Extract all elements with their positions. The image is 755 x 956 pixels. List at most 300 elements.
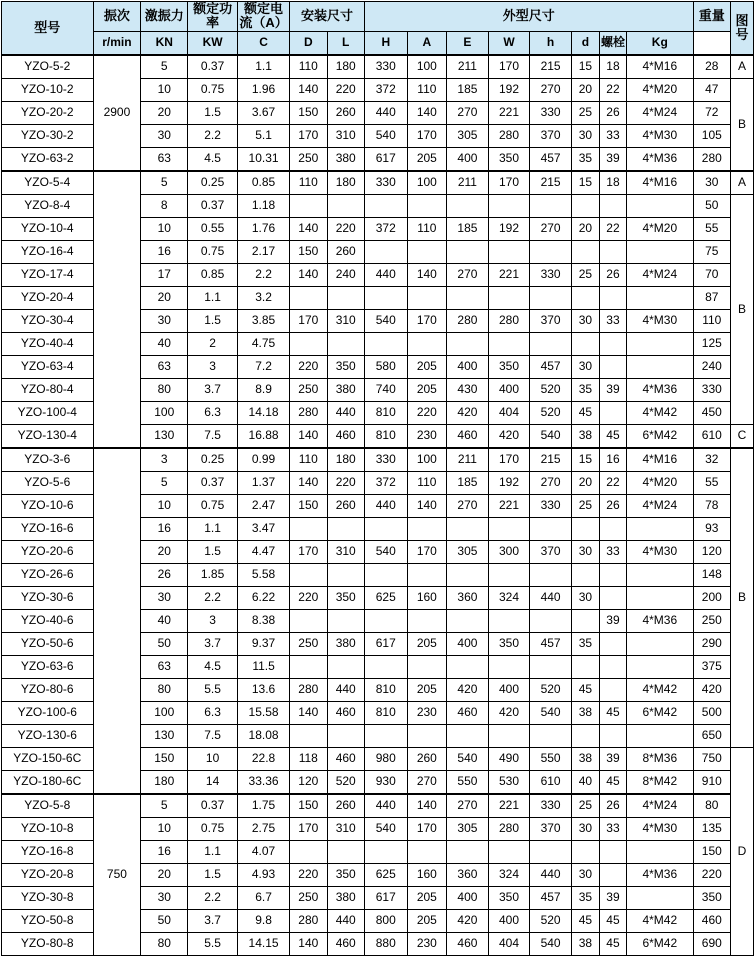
cell-e: 280 [488, 817, 530, 840]
cell-c: 150 [290, 240, 327, 263]
cell-rated-current: 5.58 [238, 563, 290, 586]
cell-bolt: 4*M30 [627, 124, 694, 147]
cell-c: 220 [290, 586, 327, 609]
cell-bolt: 8*M42 [627, 770, 694, 794]
cell-rated-power: 0.37 [188, 471, 238, 494]
cell-h-small: 25 [571, 794, 599, 818]
cell-d: 180 [327, 448, 364, 472]
cell-d: 310 [327, 124, 364, 147]
cell-d: 380 [327, 886, 364, 909]
cell-rated-power: 4.5 [188, 655, 238, 678]
cell-h: 220 [407, 401, 447, 424]
cell-a: 270 [447, 263, 489, 286]
cell-bolt: 4*M42 [627, 678, 694, 701]
cell-weight: 150 [693, 840, 730, 863]
cell-a [447, 840, 489, 863]
cell-c: 110 [290, 448, 327, 472]
cell-a: 270 [447, 494, 489, 517]
cell-h: 110 [407, 217, 447, 240]
cell-drawing-no: A [731, 171, 754, 195]
cell-w [530, 517, 572, 540]
cell-h-small: 30 [571, 309, 599, 332]
cell-l [364, 517, 407, 540]
cell-a [447, 655, 489, 678]
cell-rated-power: 0.25 [188, 448, 238, 472]
cell-rated-current: 18.08 [238, 724, 290, 747]
cell-h-small: 38 [571, 424, 599, 448]
cell-rated-power: 7.5 [188, 724, 238, 747]
cell-e: 530 [488, 770, 530, 794]
cell-c [290, 655, 327, 678]
cell-l: 580 [364, 355, 407, 378]
cell-d-small: 22 [599, 217, 626, 240]
cell-w: 457 [530, 355, 572, 378]
cell-w [530, 563, 572, 586]
cell-exciting-force: 30 [141, 886, 188, 909]
cell-rated-power: 2 [188, 332, 238, 355]
cell-model: YZO-130-6 [2, 724, 94, 747]
cell-exciting-force: 80 [141, 378, 188, 401]
cell-exciting-force: 100 [141, 401, 188, 424]
cell-bolt [627, 724, 694, 747]
cell-exciting-force: 16 [141, 240, 188, 263]
cell-d: 220 [327, 471, 364, 494]
cell-rated-power: 0.85 [188, 263, 238, 286]
cell-model: YZO-63-4 [2, 355, 94, 378]
cell-h: 160 [407, 586, 447, 609]
cell-e: 221 [488, 263, 530, 286]
cell-l: 540 [364, 540, 407, 563]
cell-bolt [627, 194, 694, 217]
cell-drawing-no: B [731, 194, 754, 424]
cell-h-small [571, 724, 599, 747]
cell-a: 280 [447, 309, 489, 332]
cell-l: 625 [364, 863, 407, 886]
cell-d-small: 39 [599, 609, 626, 632]
cell-d-small: 39 [599, 147, 626, 171]
cell-exciting-force: 10 [141, 217, 188, 240]
cell-weight: 910 [693, 770, 730, 794]
cell-rated-current: 3.2 [238, 286, 290, 309]
cell-e: 420 [488, 701, 530, 724]
cell-e [488, 655, 530, 678]
cell-l: 740 [364, 378, 407, 401]
cell-rated-power: 0.37 [188, 194, 238, 217]
cell-a: 400 [447, 147, 489, 171]
header-frequency: 振次 [93, 2, 141, 32]
cell-l [364, 724, 407, 747]
cell-c: 280 [290, 909, 327, 932]
cell-e: 350 [488, 147, 530, 171]
cell-rated-current: 4.75 [238, 332, 290, 355]
cell-h: 160 [407, 863, 447, 886]
cell-c: 118 [290, 747, 327, 770]
cell-h-small [571, 286, 599, 309]
cell-d: 440 [327, 401, 364, 424]
cell-weight: 105 [693, 124, 730, 147]
cell-exciting-force: 20 [141, 540, 188, 563]
cell-exciting-force: 50 [141, 632, 188, 655]
cell-a: 460 [447, 701, 489, 724]
cell-rated-current: 0.85 [238, 171, 290, 195]
cell-model: YZO-40-6 [2, 609, 94, 632]
cell-w [530, 194, 572, 217]
cell-d: 350 [327, 586, 364, 609]
cell-h: 170 [407, 124, 447, 147]
cell-w: 330 [530, 263, 572, 286]
cell-h: 230 [407, 701, 447, 724]
cell-rated-power: 6.3 [188, 401, 238, 424]
cell-rated-current: 1.37 [238, 471, 290, 494]
cell-c: 140 [290, 263, 327, 286]
cell-e: 192 [488, 217, 530, 240]
cell-d-small [599, 286, 626, 309]
cell-w: 457 [530, 147, 572, 171]
cell-d: 460 [327, 747, 364, 770]
cell-rated-power: 3.7 [188, 909, 238, 932]
cell-exciting-force: 16 [141, 840, 188, 863]
cell-bolt: 4*M42 [627, 909, 694, 932]
table-row [2, 794, 754, 818]
cell-rated-current: 13.6 [238, 678, 290, 701]
cell-weight: 93 [693, 517, 730, 540]
header-outline-size: 外型尺寸 [364, 2, 693, 32]
cell-c: 140 [290, 701, 327, 724]
cell-bolt [627, 240, 694, 263]
cell-c [290, 517, 327, 540]
cell-e: 170 [488, 448, 530, 472]
cell-rated-power: 6.3 [188, 701, 238, 724]
cell-c: 110 [290, 171, 327, 195]
cell-l: 810 [364, 701, 407, 724]
cell-rated-power: 0.55 [188, 217, 238, 240]
cell-model: YZO-30-6 [2, 586, 94, 609]
cell-l: 810 [364, 401, 407, 424]
cell-h [407, 563, 447, 586]
cell-h-small: 15 [571, 171, 599, 195]
cell-exciting-force: 20 [141, 101, 188, 124]
cell-a [447, 517, 489, 540]
cell-c: 250 [290, 147, 327, 171]
cell-bolt: 4*M24 [627, 794, 694, 818]
cell-model: YZO-80-8 [2, 932, 94, 955]
cell-d: 380 [327, 147, 364, 171]
cell-model: YZO-30-2 [2, 124, 94, 147]
cell-a: 420 [447, 401, 489, 424]
cell-h: 170 [407, 309, 447, 332]
cell-rated-current: 2.2 [238, 263, 290, 286]
cell-rated-power: 2.2 [188, 886, 238, 909]
cell-model: YZO-8-4 [2, 194, 94, 217]
cell-weight: 55 [693, 471, 730, 494]
table-row [2, 448, 754, 472]
cell-rated-current: 14.18 [238, 401, 290, 424]
cell-h-small [571, 517, 599, 540]
cell-c: 280 [290, 678, 327, 701]
cell-l: 810 [364, 424, 407, 448]
cell-w: 270 [530, 471, 572, 494]
cell-bolt: 4*M36 [627, 378, 694, 401]
cell-rated-current: 14.15 [238, 932, 290, 955]
cell-c: 150 [290, 794, 327, 818]
cell-w: 215 [530, 171, 572, 195]
cell-exciting-force: 5 [141, 794, 188, 818]
cell-rated-current: 8.38 [238, 609, 290, 632]
cell-h: 205 [407, 909, 447, 932]
cell-weight: 250 [693, 609, 730, 632]
cell-d-small: 33 [599, 309, 626, 332]
cell-exciting-force: 5 [141, 171, 188, 195]
cell-weight: 120 [693, 540, 730, 563]
cell-d: 310 [327, 540, 364, 563]
cell-d [327, 194, 364, 217]
header-col-a: A [407, 31, 447, 55]
cell-d-small: 26 [599, 263, 626, 286]
cell-w: 520 [530, 909, 572, 932]
cell-l: 810 [364, 678, 407, 701]
cell-bolt [627, 586, 694, 609]
cell-rated-power: 4.5 [188, 147, 238, 171]
cell-h-small: 20 [571, 471, 599, 494]
cell-exciting-force: 30 [141, 309, 188, 332]
cell-weight: 47 [693, 78, 730, 101]
cell-h [407, 332, 447, 355]
cell-l: 372 [364, 471, 407, 494]
cell-e: 280 [488, 309, 530, 332]
cell-rated-power: 1.1 [188, 517, 238, 540]
header-col-e: E [447, 31, 489, 55]
cell-l [364, 194, 407, 217]
cell-bolt: 4*M36 [627, 609, 694, 632]
cell-rated-current: 1.1 [238, 55, 290, 79]
cell-a [447, 194, 489, 217]
cell-d: 440 [327, 678, 364, 701]
cell-model: YZO-80-6 [2, 678, 94, 701]
cell-a [447, 240, 489, 263]
cell-drawing-no: B [731, 448, 754, 748]
cell-w [530, 332, 572, 355]
cell-a [447, 332, 489, 355]
cell-d-small [599, 332, 626, 355]
cell-h [407, 724, 447, 747]
cell-bolt [627, 355, 694, 378]
cell-h-small: 30 [571, 124, 599, 147]
cell-l: 372 [364, 217, 407, 240]
cell-rated-current: 11.5 [238, 655, 290, 678]
cell-w: 330 [530, 794, 572, 818]
cell-exciting-force: 30 [141, 124, 188, 147]
cell-model: YZO-63-2 [2, 147, 94, 171]
cell-rated-power: 2.2 [188, 124, 238, 147]
cell-w [530, 609, 572, 632]
cell-d [327, 840, 364, 863]
cell-model: YZO-17-4 [2, 263, 94, 286]
cell-c: 170 [290, 817, 327, 840]
cell-l: 617 [364, 632, 407, 655]
cell-weight: 420 [693, 678, 730, 701]
cell-rated-current: 0.99 [238, 448, 290, 472]
cell-d-small: 39 [599, 747, 626, 770]
cell-l: 800 [364, 909, 407, 932]
cell-e: 400 [488, 909, 530, 932]
cell-bolt [627, 517, 694, 540]
cell-d-small: 45 [599, 424, 626, 448]
cell-exciting-force: 150 [141, 747, 188, 770]
cell-w [530, 286, 572, 309]
cell-c: 140 [290, 217, 327, 240]
cell-h: 205 [407, 632, 447, 655]
cell-e [488, 240, 530, 263]
cell-h-small: 15 [571, 55, 599, 79]
cell-e [488, 609, 530, 632]
cell-exciting-force: 10 [141, 78, 188, 101]
cell-a: 550 [447, 770, 489, 794]
cell-rated-power: 1.1 [188, 840, 238, 863]
cell-h: 170 [407, 817, 447, 840]
cell-d [327, 609, 364, 632]
cell-h-small: 20 [571, 217, 599, 240]
cell-d [327, 563, 364, 586]
header-unit-kn: KN [141, 31, 188, 55]
cell-w: 330 [530, 101, 572, 124]
cell-bolt: 4*M42 [627, 401, 694, 424]
cell-c: 120 [290, 770, 327, 794]
cell-h: 110 [407, 471, 447, 494]
cell-rated-current: 16.88 [238, 424, 290, 448]
cell-h: 260 [407, 747, 447, 770]
cell-bolt: 4*M16 [627, 448, 694, 472]
cell-exciting-force: 80 [141, 932, 188, 955]
header-col-w: W [488, 31, 530, 55]
cell-d-small [599, 401, 626, 424]
cell-e [488, 194, 530, 217]
header-col-d: D [290, 31, 327, 55]
cell-model: YZO-5-6 [2, 471, 94, 494]
cell-exciting-force: 63 [141, 655, 188, 678]
cell-h: 140 [407, 494, 447, 517]
cell-e: 300 [488, 540, 530, 563]
cell-model: YZO-150-6C [2, 747, 94, 770]
cell-a: 305 [447, 540, 489, 563]
cell-w: 610 [530, 770, 572, 794]
cell-rated-current: 7.2 [238, 355, 290, 378]
cell-weight: 460 [693, 909, 730, 932]
cell-d: 460 [327, 701, 364, 724]
cell-w: 370 [530, 817, 572, 840]
cell-h: 205 [407, 355, 447, 378]
cell-bolt [627, 332, 694, 355]
cell-rated-current: 8.9 [238, 378, 290, 401]
cell-rated-current: 2.75 [238, 817, 290, 840]
cell-frequency [93, 448, 141, 794]
cell-model: YZO-10-8 [2, 817, 94, 840]
cell-rated-power: 10 [188, 747, 238, 770]
cell-h-small: 30 [571, 355, 599, 378]
cell-e: 350 [488, 886, 530, 909]
cell-l: 617 [364, 147, 407, 171]
cell-c [290, 332, 327, 355]
cell-weight: 125 [693, 332, 730, 355]
cell-w: 270 [530, 78, 572, 101]
cell-a: 305 [447, 124, 489, 147]
cell-c: 140 [290, 78, 327, 101]
cell-drawing-no: C [731, 424, 754, 448]
header-col-h: H [364, 31, 407, 55]
header-exciting-force: 激振力 [141, 2, 188, 32]
cell-h: 205 [407, 886, 447, 909]
specification-table [1, 1, 754, 956]
cell-weight: 55 [693, 217, 730, 240]
cell-w: 457 [530, 886, 572, 909]
cell-rated-power: 1.5 [188, 863, 238, 886]
cell-exciting-force: 130 [141, 424, 188, 448]
cell-weight: 32 [693, 448, 730, 472]
cell-bolt [627, 655, 694, 678]
cell-d: 180 [327, 55, 364, 79]
cell-weight: 70 [693, 263, 730, 286]
cell-rated-power: 5.5 [188, 678, 238, 701]
header-install-size: 安装尺寸 [290, 2, 365, 32]
cell-bolt: 4*M24 [627, 494, 694, 517]
cell-exciting-force: 130 [141, 724, 188, 747]
cell-w: 370 [530, 124, 572, 147]
cell-rated-current: 3.85 [238, 309, 290, 332]
cell-exciting-force: 5 [141, 55, 188, 79]
cell-exciting-force: 20 [141, 863, 188, 886]
header-unit-rmin: r/min [93, 31, 141, 55]
cell-bolt: 4*M30 [627, 817, 694, 840]
cell-h-small: 38 [571, 932, 599, 955]
cell-c: 250 [290, 378, 327, 401]
cell-weight: 28 [693, 55, 730, 79]
cell-d-small [599, 240, 626, 263]
cell-e: 221 [488, 101, 530, 124]
cell-model: YZO-20-4 [2, 286, 94, 309]
cell-model: YZO-30-8 [2, 886, 94, 909]
cell-exciting-force: 80 [141, 678, 188, 701]
cell-model: YZO-3-6 [2, 448, 94, 472]
cell-l: 330 [364, 448, 407, 472]
cell-d-small: 45 [599, 909, 626, 932]
cell-rated-current: 4.07 [238, 840, 290, 863]
cell-e: 350 [488, 355, 530, 378]
cell-w: 520 [530, 678, 572, 701]
cell-exciting-force: 180 [141, 770, 188, 794]
cell-l [364, 240, 407, 263]
cell-c: 250 [290, 886, 327, 909]
cell-h-small [571, 840, 599, 863]
cell-a: 400 [447, 886, 489, 909]
cell-c: 220 [290, 355, 327, 378]
cell-w: 270 [530, 217, 572, 240]
cell-e: 324 [488, 863, 530, 886]
cell-w: 520 [530, 378, 572, 401]
cell-e: 221 [488, 494, 530, 517]
header-drawing-no: 图号 [731, 2, 754, 55]
cell-h-small: 45 [571, 678, 599, 701]
cell-l [364, 286, 407, 309]
cell-exciting-force: 10 [141, 817, 188, 840]
cell-weight: 30 [693, 171, 730, 195]
cell-c [290, 609, 327, 632]
cell-e [488, 563, 530, 586]
cell-bolt: 4*M20 [627, 471, 694, 494]
cell-model: YZO-5-8 [2, 794, 94, 818]
cell-model: YZO-100-4 [2, 401, 94, 424]
cell-weight: 610 [693, 424, 730, 448]
cell-rated-power: 0.25 [188, 171, 238, 195]
cell-a: 400 [447, 632, 489, 655]
